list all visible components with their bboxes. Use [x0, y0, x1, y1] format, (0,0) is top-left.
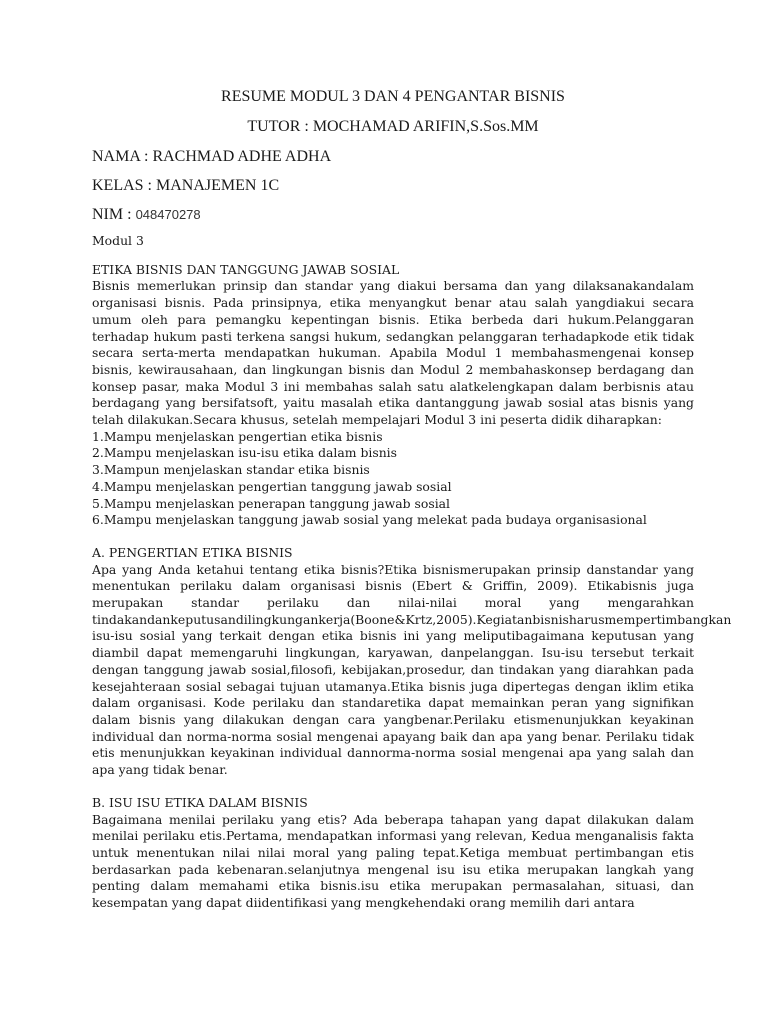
section-b-heading: B. ISU ISU ETIKA DALAM BISNIS — [92, 794, 308, 810]
student-class: KELAS : MANAJEMEN 1C — [92, 177, 280, 194]
section-etika-heading: ETIKA BISNIS DAN TANGGUNG JAWAB SOSIAL — [92, 261, 400, 277]
student-nim — [92, 206, 694, 224]
nim-value: 048470278 — [135, 207, 201, 222]
list-item: 5.Mampu menjelaskan penerapan tanggung jawab sosial — [92, 495, 451, 511]
list-item: 6.Mampu menjelaskan tanggung jawab sosial yang melekat pada budaya organisasional — [92, 512, 647, 528]
section-a-heading: A. PENGERTIAN ETIKA BISNIS — [92, 544, 293, 560]
list-item: 2.Mampu menjelaskan isu-isu etika dalam bisnis — [92, 445, 398, 461]
student-name: NAMA : RACHMAD ADHE ADHA — [92, 148, 332, 165]
section-etika-body: Bisnis memerlukan prinsip dan standar yang diakui bersama dan yang dilaksanakandalam organisasi bisnis. Pada prinsipnya, etika menyangkut benar atau salah yangdiakui secara umum oleh para pemangku kepentingan bisnis. Etika berbeda dari hukum.Pelanggaran terhadap hukum pasti terkena sangsi hukum, sedangkan pelanggaran terhadapkode etik tidak secara serta-merta mendapatkan hukuman. Apabila Modul 1 membahasmengenai konsep bisnis, kewirausahaan, dan lingkungan bisnis dan Modul 2 membahaskonsep berdagang dan konsep pasar, maka Modul 3 ini membahas salah satu alatkelengkapan dalam berbisnis atau berdagang yang bersifatsoft, yaitu masalah etika dantanggung jawab sosial atas bisnis yang telah dilakukan.Secara khusus, setelah mempelajari Modul 3 ini peserta didik diharapkan: — [92, 278, 694, 428]
nim-label: NIM : — [92, 206, 132, 223]
list-item: 3.Mampun menjelaskan standar etika bisnis — [92, 462, 370, 478]
learning-goals-list — [92, 429, 694, 529]
list-item: 4.Mampu menjelaskan pengertian tanggung jawab sosial — [92, 478, 452, 494]
list-item: 1.Mampu menjelaskan pengertian etika bisnis — [92, 428, 383, 444]
module-label: Modul 3 — [92, 233, 144, 248]
section-b-body: Bagaimana menilai perilaku yang etis? Ada beberapa tahapan yang dapat dilakukan dalam menilai perilaku etis.Pertama, mendapatkan informasi yang relevan, Kedua menganalisis fakta untuk menentukan nilai nilai moral yang paling tepat.Ketiga membuat pertimbangan etis berdasarkan pada kebenaran.selanjutnya mengenal isu isu etika merupakan langkah yang penting dalam memahami etika bisnis.isu etika merupakan permasalahan, situasi, dan kesempatan yang dapat diidentifikasi yang mengkehendaki orang memilih dari antara — [92, 811, 694, 911]
tutor-line: TUTOR : MOCHAMAD ARIFIN,S.Sos.MM — [247, 118, 539, 135]
section-a-body: Apa yang Anda ketahui tentang etika bisnis?Etika bisnismerupakan prinsip danstandar yang menentukan perilaku dalam organisasi bisnis (Ebert & Griffin, 2009). Etikabisnis juga merupakan standar perilaku dan nilai-nilai moral yang mengarahkan tindakandankeputusandilingkungankerja(Boone&Krtz,2005).Kegiatanbisnisharusmempertimbangkan isu-isu sosial yang terkait dengan etika bisnis ini yang meliputibagaimana keputusan yang diambil dapat memengaruhi lingkungan, karyawan, danpelanggan. Isu-isu tersebut terkait dengan tanggung jawab sosial,filosofi, kebijakan,prosedur, dan tindakan yang diarahkan pada kesejahteraan sosial sebagai tujuan utamanya.Etika bisnis juga dipertegas dengan iklim etika dalam organisasi. Kode perilaku dan standaretika dapat memainkan peran yang signifikan dalam bisnis yang dilakukan dengan cara yangbenar.Perilaku etismenunjukkan keyakinan individual dan norma-norma sosial mengenai apayang baik dan apa yang benar. Perilaku tidak etis menunjukkan keyakinan individual dannorma-norma sosial mengenai apa yang salah dan apa yang tidak benar. — [92, 561, 732, 778]
document-title: RESUME MODUL 3 DAN 4 PENGANTAR BISNIS — [221, 88, 565, 105]
